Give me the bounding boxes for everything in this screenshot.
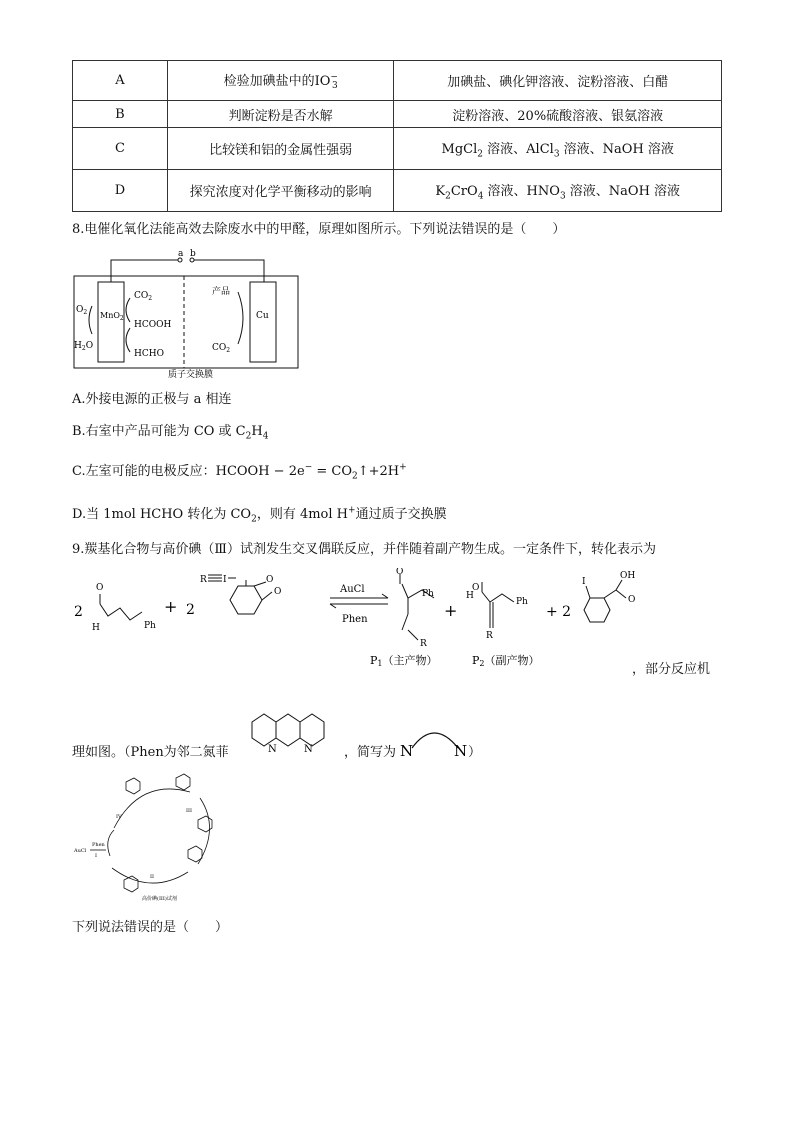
svg-text:CO2: $CO_2$ — [134, 291, 153, 302]
reaction-equation — [70, 568, 640, 672]
row-label: B — [73, 101, 168, 128]
svg-text:CO2: $CO_2$ — [212, 343, 231, 354]
svg-text:I: I — [582, 577, 586, 587]
table-row — [73, 61, 722, 101]
svg-text:N: N — [454, 742, 468, 760]
row-label: D — [73, 170, 168, 212]
svg-text:I: I — [95, 853, 97, 859]
options-table — [72, 60, 722, 212]
q8-option-a: A.外接电源的正极与 a 相连 — [72, 392, 232, 407]
svg-text:Ph: Ph — [422, 589, 434, 599]
q9-tail2-mid: ，简写为 — [344, 745, 397, 760]
svg-text:III: III — [186, 808, 192, 814]
catalyst-auc1: AuCl — [340, 584, 365, 595]
svg-text:R: R — [200, 575, 207, 585]
svg-text:+: + — [164, 597, 178, 616]
phen-abbreviation — [398, 722, 470, 762]
svg-text:MnO2: MnO$_2$ — [100, 311, 124, 322]
p2-label: P2（副产物） — [472, 654, 540, 668]
svg-text:I: I — [223, 575, 227, 585]
svg-text:O: O — [472, 583, 480, 593]
svg-text:R: R — [486, 631, 493, 641]
q9-question: 下列说法错误的是（ ） — [72, 920, 229, 935]
svg-text:H: H — [466, 591, 474, 601]
svg-text:R: R — [420, 639, 427, 649]
row-reagents: 加碘盐、碘化钾溶液、淀粉溶液、白醋 — [394, 61, 722, 101]
svg-text:2: 2 — [186, 602, 195, 618]
svg-text:O: O — [96, 583, 104, 593]
terminal-b: b — [190, 249, 196, 259]
svg-text:O: O — [628, 595, 636, 605]
row-purpose: 判断淀粉是否水解 — [167, 101, 394, 128]
phenanthroline-structure — [242, 694, 344, 756]
svg-text:O2: $O_2$ — [76, 305, 88, 316]
svg-text:AuCl: AuCl — [74, 848, 87, 854]
hcooh-label: HCOOH — [134, 320, 172, 330]
row-label: A — [73, 61, 168, 101]
svg-text:+: + — [444, 601, 458, 620]
svg-text:+ 2: + 2 — [546, 604, 572, 620]
svg-text:N: N — [400, 742, 414, 760]
membrane-label: 质子交换膜 — [168, 370, 214, 378]
svg-text:O: O — [396, 568, 404, 577]
cu-label: Cu — [256, 311, 269, 321]
svg-text:OH: OH — [620, 571, 636, 581]
q9-tail2-pre: 理如图。（Phen为邻二氮菲 — [72, 745, 229, 760]
q8-stem: 8.电催化氧化法能高效去除废水中的甲醛，原理如图所示。下列说法错误的是（ ） — [72, 222, 566, 237]
product-label: 产品 — [212, 287, 231, 297]
row-reagents: $K_2CrO_4$ 溶液、$HNO_3$ 溶液、NaOH 溶液 — [394, 170, 722, 212]
table-row — [73, 170, 722, 212]
svg-text:Ph: Ph — [144, 621, 156, 631]
table-row — [73, 128, 722, 170]
svg-text:Phen: Phen — [92, 842, 105, 848]
catalyst-phen: Phen — [342, 614, 368, 625]
q9-tail2-end: ） — [468, 745, 482, 760]
svg-text:N: N — [304, 744, 313, 755]
svg-text:H: H — [92, 623, 100, 633]
svg-text:II: II — [150, 874, 154, 880]
q8-option-c: C.左室可能的电极反应：HCOOH − $2e^- = CO_2↑+2H^+$ — [72, 462, 407, 482]
p1-label: P1（主产物） — [370, 654, 438, 668]
svg-text:H2O: $H_2O$ — [74, 341, 94, 352]
svg-text:O: O — [266, 575, 274, 585]
svg-text:Ph: Ph — [516, 597, 528, 607]
svg-text:O: O — [274, 587, 282, 597]
row-purpose: 检验加碘盐中的$IO^-_3$ — [167, 61, 394, 101]
q9-stem: 9.羰基化合物与高价碘（Ⅲ）试剂发生交叉偶联反应，并伴随着副产物生成。一定条件下，转化表示为 — [72, 542, 656, 557]
row-reagents: MgCl$_2$ 溶液、AlCl$_3$ 溶液、NaOH 溶液 — [394, 128, 722, 170]
hcho-label: HCHO — [134, 349, 164, 359]
row-purpose: 探究浓度对化学平衡移动的影响 — [167, 170, 394, 212]
row-purpose: 比较镁和铝的金属性强弱 — [167, 128, 394, 170]
q9-tail1: ，部分反应机 — [632, 662, 711, 677]
row-reagents: 淀粉溶液、20%硫酸溶液、银氨溶液 — [394, 101, 722, 128]
svg-text:IV: IV — [116, 814, 122, 820]
q8-option-b: B.右室中产品可能为 CO 或 $C_2H_4$ — [72, 424, 269, 442]
svg-text:2: 2 — [74, 604, 83, 620]
q8-option-d: D.当 1mol HCHO 转化为 $CO_2$，则有 4mol H+通过质子交换膜 — [72, 505, 447, 525]
mechanism-cycle — [70, 768, 246, 904]
row-label: C — [73, 128, 168, 170]
svg-text:N: N — [268, 744, 277, 755]
electrolysis-diagram — [70, 246, 310, 378]
table-row — [73, 101, 722, 128]
svg-text:高价碘(III)试剂: 高价碘(III)试剂 — [142, 896, 177, 902]
terminal-a: a — [178, 249, 184, 259]
